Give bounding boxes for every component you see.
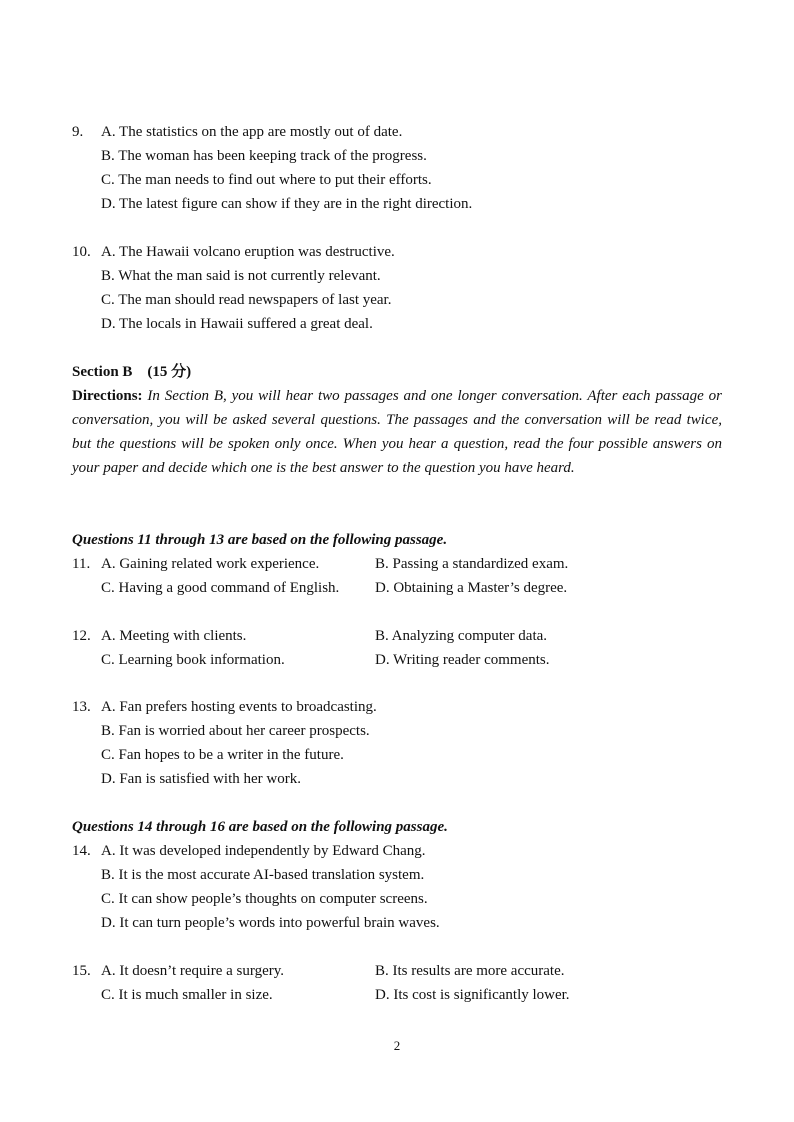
question-12-option-c: C. Learning book information. <box>101 652 285 668</box>
question-12-option-d: D. Writing reader comments. <box>375 652 550 668</box>
question-10-option-a: A. The Hawaii volcano eruption was destructive. <box>101 244 395 260</box>
question-9-option-d: D. The latest figure can show if they are in the right direction. <box>101 196 473 212</box>
question-14-option-d: D. It can turn people’s words into powerful brain waves. <box>101 915 440 931</box>
question-12-number: 12. <box>72 628 91 644</box>
question-15-option-b: B. Its results are more accurate. <box>375 963 565 979</box>
question-13-option-c: C. Fan hopes to be a writer in the future. <box>101 747 344 763</box>
group-heading-14-16: Questions 14 through 16 are based on the following passage. <box>72 819 448 835</box>
question-15-option-c: C. It is much smaller in size. <box>101 987 273 1003</box>
question-10-option-d: D. The locals in Hawaii suffered a great deal. <box>101 316 373 332</box>
question-12-option-a: A. Meeting with clients. <box>101 628 247 644</box>
question-11-option-b: B. Passing a standardized exam. <box>375 556 569 572</box>
question-9-option-a: A. The statistics on the app are mostly out of date. <box>101 124 403 140</box>
question-9-number: 9. <box>72 124 84 140</box>
question-13-option-b: B. Fan is worried about her career prospects. <box>101 723 370 739</box>
section-b-directions <box>72 384 722 480</box>
question-11-number: 11. <box>72 556 91 572</box>
question-15-option-a: A. It doesn’t require a surgery. <box>101 963 285 979</box>
question-14-option-a: A. It was developed independently by Edward Chang. <box>101 843 426 859</box>
directions-text: In Section B, you will hear two passages and one longer conversation. After each passage or conversation, you will be asked several questions. The passages and the conversation will be read twice, but the questions will be spoken only once. When you hear a question, read the four possible answers on your paper and decide which one is the best answer to the question you have heard. <box>72 388 722 476</box>
question-9-option-c: C. The man needs to find out where to put their efforts. <box>101 172 432 188</box>
question-11-option-c: C. Having a good command of English. <box>101 580 340 596</box>
question-13-option-a: A. Fan prefers hosting events to broadcasting. <box>101 699 377 715</box>
question-10-option-b: B. What the man said is not currently relevant. <box>101 268 381 284</box>
question-15-option-d: D. Its cost is significantly lower. <box>375 987 570 1003</box>
question-13-option-d: D. Fan is satisfied with her work. <box>101 771 301 787</box>
question-15-number: 15. <box>72 963 91 979</box>
directions-label: Directions: <box>72 388 143 404</box>
question-11-option-a: A. Gaining related work experience. <box>101 556 320 572</box>
question-14-option-b: B. It is the most accurate AI-based translation system. <box>101 867 425 883</box>
question-12-option-b: B. Analyzing computer data. <box>375 628 548 644</box>
question-11-option-d: D. Obtaining a Master’s degree. <box>375 580 568 596</box>
question-13-number: 13. <box>72 699 91 715</box>
question-10-number: 10. <box>72 244 91 260</box>
question-14-number: 14. <box>72 843 91 859</box>
question-14-option-c: C. It can show people’s thoughts on computer screens. <box>101 891 428 907</box>
question-9-option-b: B. The woman has been keeping track of the progress. <box>101 148 427 164</box>
group-heading-11-13: Questions 11 through 13 are based on the following passage. <box>72 532 448 548</box>
page-number: 2 <box>393 1038 401 1053</box>
question-10-option-c: C. The man should read newspapers of last year. <box>101 292 392 308</box>
section-b-title: Section B (15 分) <box>72 364 192 380</box>
